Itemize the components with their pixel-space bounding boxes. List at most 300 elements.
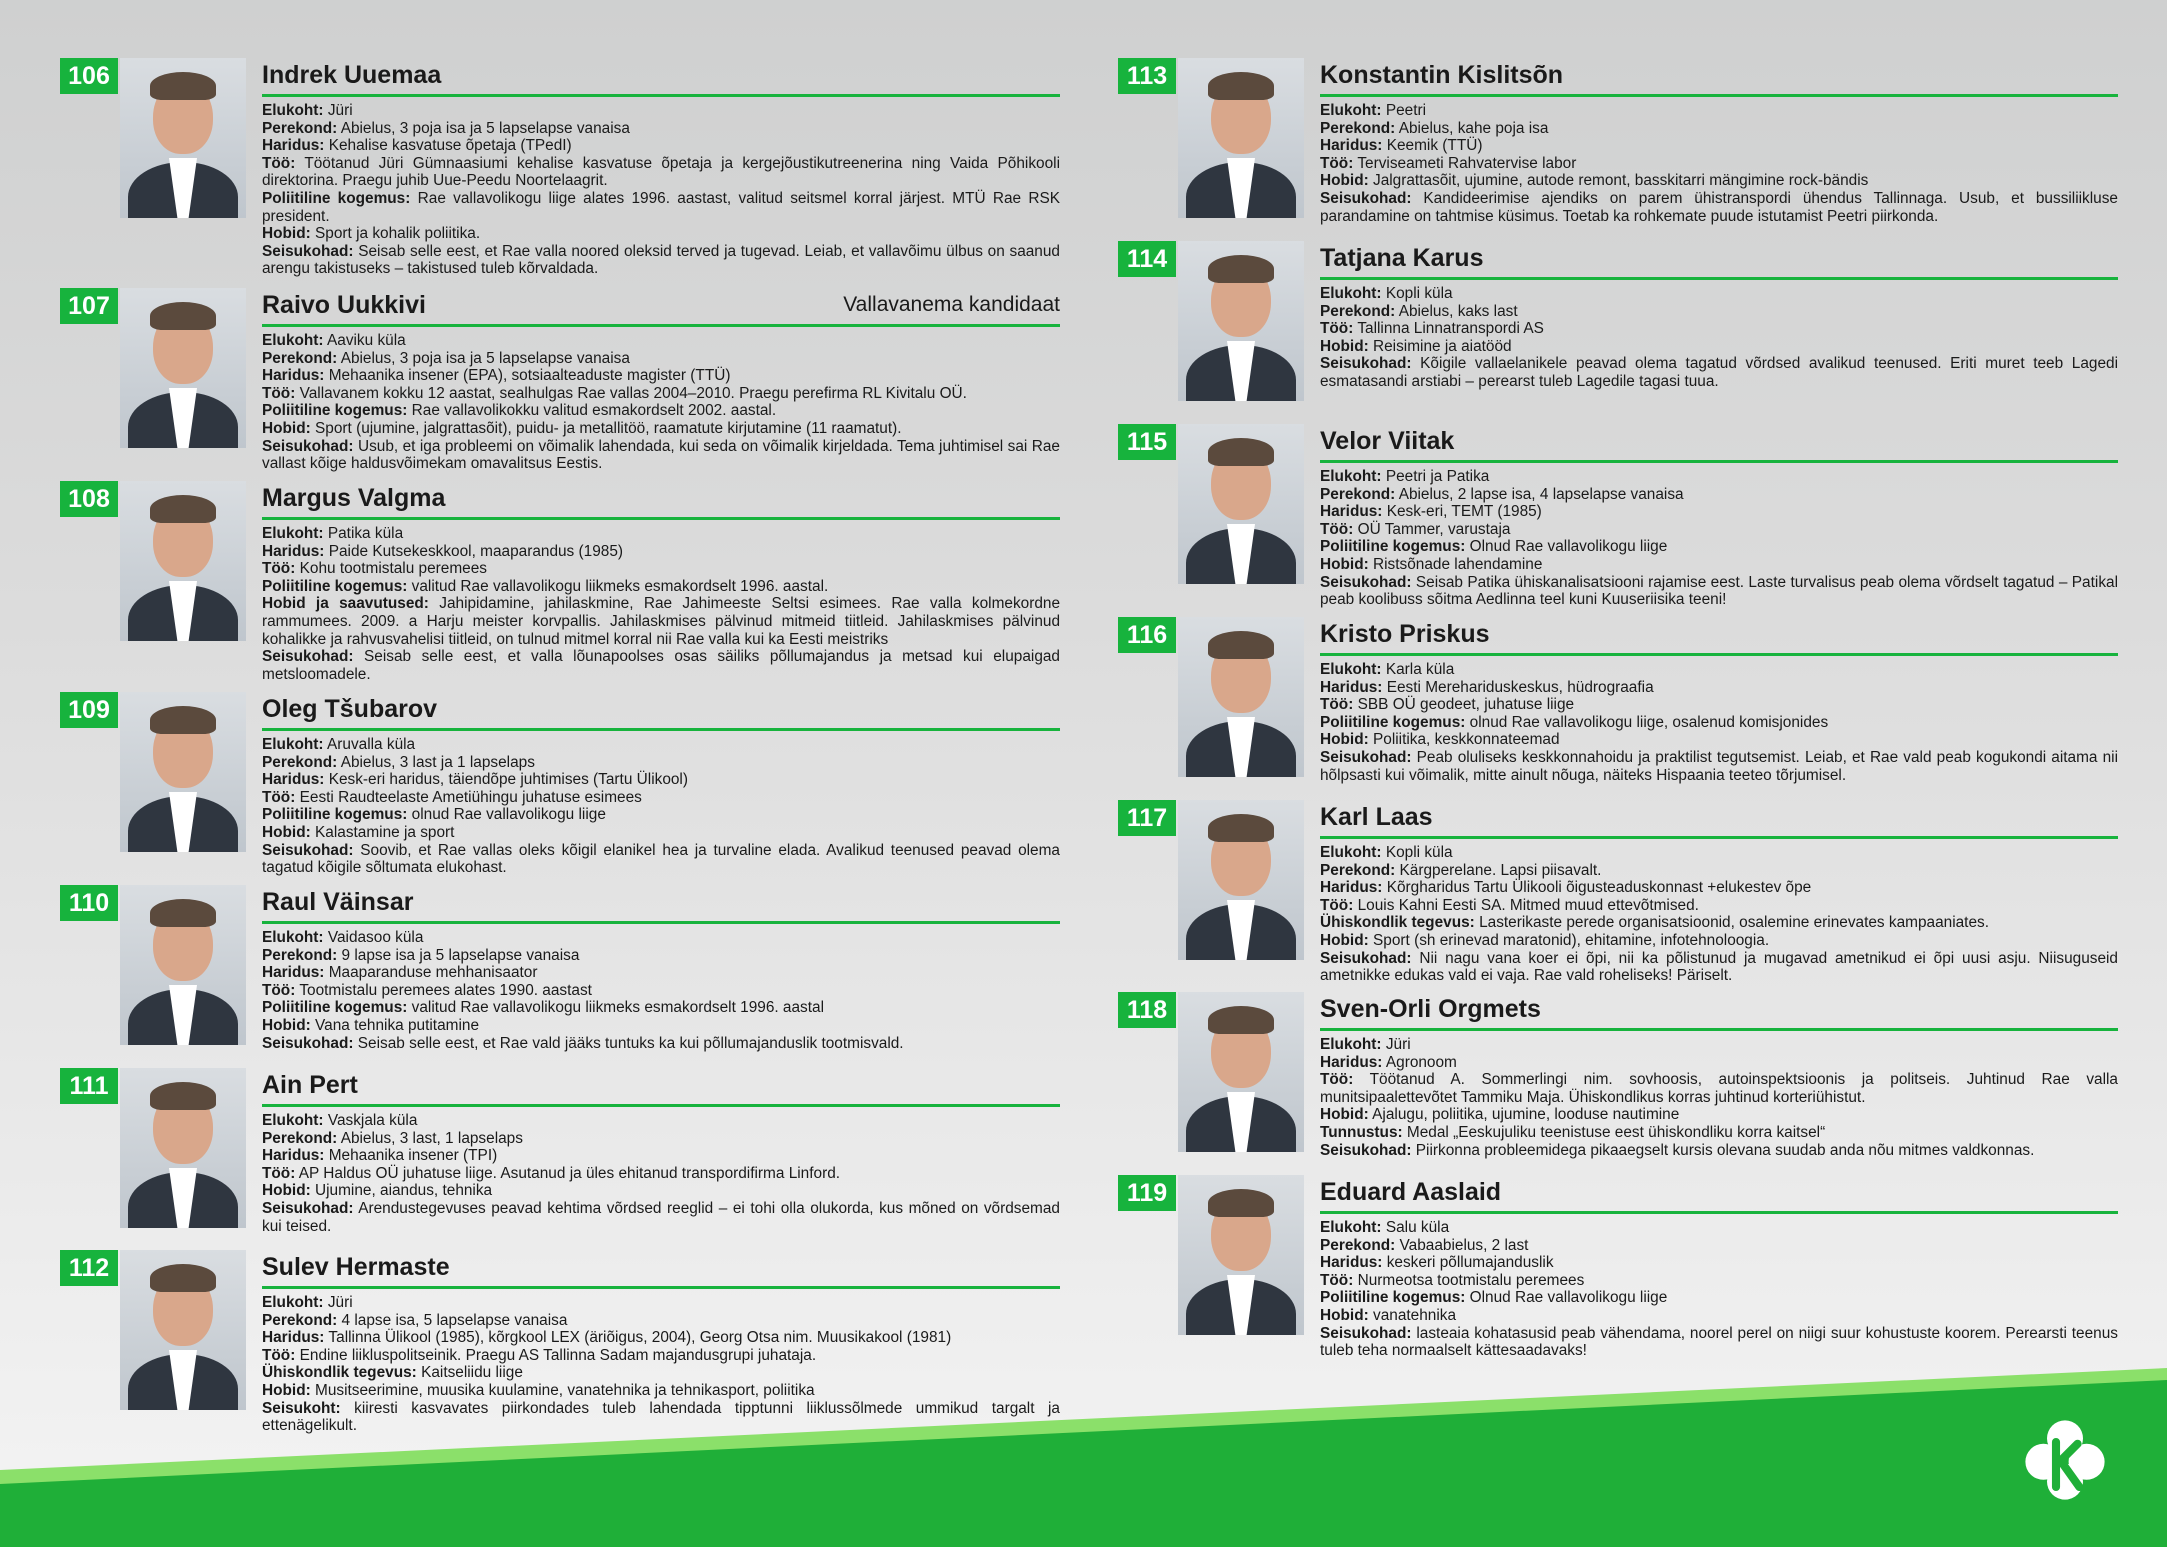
candidate-info xyxy=(1320,241,2118,391)
photo-hair-shape xyxy=(1208,814,1274,842)
detail-text: olnud Rae vallavolikogu liige xyxy=(407,806,606,824)
detail-text: Endine liikluspolitseinik. Praegu AS Tallinna Sadam majandusgrupi juhataja. xyxy=(295,1346,817,1364)
candidate-number-badge: 112 xyxy=(60,1250,118,1286)
detail-text: Olnud Rae vallavolikogu liige xyxy=(1465,1289,1668,1307)
candidate-photo xyxy=(1178,424,1304,584)
detail-line xyxy=(262,1364,1060,1382)
candidate-number-badge: 118 xyxy=(1118,992,1176,1028)
detail-text: Vaidasoo küla xyxy=(323,929,424,946)
detail-label: Haridus: xyxy=(1320,1053,1383,1071)
candidate-photo xyxy=(120,1068,246,1228)
detail-line xyxy=(262,1329,1060,1347)
detail-label: Elukoht: xyxy=(262,1112,324,1129)
detail-line xyxy=(262,543,1060,561)
candidate-info xyxy=(1320,800,2118,985)
detail-label: Haridus: xyxy=(262,1329,325,1347)
detail-label: Seisukohad: xyxy=(1320,573,1412,591)
detail-line xyxy=(1320,844,2118,862)
candidate-details xyxy=(262,1112,1060,1235)
detail-text: Mehaanika insener (EPA), sotsiaalteaduste magister (TTÜ) xyxy=(324,367,731,385)
detail-label: Haridus: xyxy=(1320,879,1383,897)
detail-text: Kopli küla xyxy=(1381,844,1453,861)
detail-text: Jüri xyxy=(1381,1036,1411,1053)
detail-text: Maaparanduse mehhanisaator xyxy=(324,964,538,982)
detail-text: valitud Rae vallavolikogu liikmeks esmakordselt 1996. aastal. xyxy=(407,577,829,595)
detail-label: Hobid: xyxy=(262,1016,311,1034)
detail-line xyxy=(262,789,1060,807)
detail-text: Musitseerimine, muusika kuulamine, vanatehnika ja tehnikasport, poliitika xyxy=(310,1381,815,1399)
detail-text: Terviseameti Rahvatervise labor xyxy=(1353,154,1577,172)
candidate-photo xyxy=(1178,1175,1304,1335)
candidate-number-badge: 115 xyxy=(1118,424,1176,460)
detail-label: Hobid: xyxy=(262,1182,311,1200)
detail-label: Töö: xyxy=(1320,696,1354,714)
detail-label: Haridus: xyxy=(1320,137,1383,155)
detail-label: Töö: xyxy=(1320,1071,1354,1089)
candidate-name: Sulev Hermaste xyxy=(262,1253,450,1281)
detail-line xyxy=(1320,1219,2118,1237)
detail-line xyxy=(262,190,1060,225)
candidate-name-row xyxy=(1320,1175,2118,1214)
photo-hair-shape xyxy=(150,495,216,523)
detail-line xyxy=(1320,696,2118,714)
detail-label: Töö: xyxy=(1320,320,1354,338)
detail-line xyxy=(1320,679,2118,697)
detail-label: Töö: xyxy=(1320,1271,1354,1289)
detail-label: Seisukohad: xyxy=(262,242,354,260)
detail-label: Haridus: xyxy=(262,367,325,385)
candidate-details xyxy=(262,929,1060,1052)
candidate-info xyxy=(1320,1175,2118,1360)
detail-line xyxy=(262,999,1060,1017)
detail-line xyxy=(262,367,1060,385)
detail-line xyxy=(1320,320,2118,338)
candidate-details xyxy=(1320,1036,2118,1159)
detail-line xyxy=(1320,749,2118,784)
detail-line xyxy=(262,1400,1060,1435)
detail-text: Kalastamine ja sport xyxy=(310,823,455,841)
detail-label: Elukoht: xyxy=(262,736,324,753)
photo-hair-shape xyxy=(150,72,216,100)
candidate-details xyxy=(1320,661,2118,784)
photo-hair-shape xyxy=(150,706,216,734)
detail-text: AP Haldus OÜ juhatuse liige. Asutanud ja üles ehitanud transpordifirma Linford. xyxy=(295,1164,841,1182)
detail-line xyxy=(1320,714,2118,732)
mayor-candidate-label: Vallavanema kandidaat xyxy=(843,293,1060,316)
photo-hair-shape xyxy=(1208,72,1274,100)
candidate-photo xyxy=(1178,617,1304,777)
detail-text: Kehalise kasvatuse õpetaja (TPedI) xyxy=(324,137,572,155)
photo-hair-shape xyxy=(1208,631,1274,659)
detail-label: Seisukoht: xyxy=(262,1399,341,1417)
detail-label: Hobid: xyxy=(1320,555,1369,573)
candidate-name: Ain Pert xyxy=(262,1071,358,1099)
detail-text: Seisab Patika ühiskanalisatsiooni rajamise eest. Laste turvalisus peab olema võrdselt tagatud – Patikal peab koolibuss sõitma Aedlinna teel kuni Kuuseriisika teeni! xyxy=(1320,573,2118,609)
detail-line xyxy=(1320,285,2118,303)
candidate-number-badge: 113 xyxy=(1118,58,1176,94)
detail-label: Elukoht: xyxy=(1320,1219,1382,1236)
detail-line xyxy=(262,137,1060,155)
candidate-name-row xyxy=(262,692,1060,731)
detail-text: lasteaia kohatasusid peab vähendama, noorel perel on niigi suur kohustuste koorem. Perearsti teenus tuleb teha normaalselt kättesaadavaks! xyxy=(1320,1324,2118,1360)
detail-line xyxy=(262,402,1060,420)
detail-line xyxy=(262,560,1060,578)
detail-label: Seisukohad: xyxy=(262,1034,354,1052)
detail-text: Paide Kutsekeskkool, maaparandus (1985) xyxy=(324,542,624,560)
detail-label: Tunnustus: xyxy=(1320,1123,1403,1141)
detail-line xyxy=(1320,556,2118,574)
detail-label: Hobid: xyxy=(1320,172,1369,190)
candidate-photo xyxy=(120,885,246,1045)
detail-label: Seisukohad: xyxy=(1320,1324,1412,1342)
detail-text: Jalgrattasõit, ujumine, autode remont, basskitarri mängimine rock-bändis xyxy=(1368,172,1869,190)
detail-label: Elukoht: xyxy=(1320,285,1382,302)
detail-label: Elukoht: xyxy=(1320,102,1382,119)
candidate-name-row xyxy=(1320,241,2118,280)
detail-text: vanatehnika xyxy=(1368,1306,1457,1324)
detail-line xyxy=(1320,120,2118,138)
detail-label: Töö: xyxy=(262,1346,296,1364)
detail-label: Perekond: xyxy=(262,119,338,137)
detail-label: Töö: xyxy=(262,981,296,999)
detail-line xyxy=(262,1294,1060,1312)
detail-label: Seisukohad: xyxy=(1320,949,1412,967)
detail-label: Seisukohad: xyxy=(1320,355,1412,373)
detail-line xyxy=(1320,468,2118,486)
detail-line xyxy=(262,806,1060,824)
detail-text: olnud Rae vallavolikogu liige, osalenud komisjonides xyxy=(1465,713,1829,731)
detail-label: Töö: xyxy=(1320,154,1354,172)
detail-text: Peetri ja Patika xyxy=(1381,468,1490,485)
candidate-number-badge: 108 xyxy=(60,481,118,517)
detail-line xyxy=(262,982,1060,1000)
detail-text: Olnud Rae vallavolikogu liige xyxy=(1465,538,1668,556)
candidate-photo xyxy=(120,481,246,641)
detail-text: Kõrgharidus Tartu Ülikooli õigusteaduskonnast +elukestev õpe xyxy=(1382,879,1812,897)
detail-label: Hobid: xyxy=(1320,731,1369,749)
candidate-details xyxy=(262,525,1060,683)
candidate-photo xyxy=(1178,992,1304,1152)
photo-hair-shape xyxy=(150,1082,216,1110)
detail-text: Karla küla xyxy=(1381,661,1455,678)
detail-line xyxy=(1320,1071,2118,1106)
detail-text: Töötanud Jüri Gümnaasiumi kehalise kasvatuse õpetaja ja kergejõustikutreenerina ning Vaida Põhikooli direktorina. Praegu juhib Uue-Peedu Noortelaagrit. xyxy=(262,154,1060,190)
detail-line xyxy=(262,1347,1060,1365)
detail-text: Louis Kahni Eesti SA. Mitmed muud ettevõtmised. xyxy=(1353,896,1699,914)
detail-line xyxy=(262,648,1060,683)
candidate-name-row xyxy=(1320,424,2118,463)
detail-label: Elukoht: xyxy=(262,525,324,542)
detail-line xyxy=(262,332,1060,350)
candidate-photo xyxy=(120,692,246,852)
candidate-details xyxy=(262,102,1060,278)
detail-line xyxy=(262,155,1060,190)
detail-line xyxy=(262,824,1060,842)
candidate-name-row xyxy=(262,1250,1060,1289)
detail-text: Ajalugu, poliitika, ujumine, looduse nautimine xyxy=(1368,1106,1680,1124)
detail-text: Vallavanem kokku 12 aastat, sealhulgas Rae vallas 2004–2010. Praegu perefirma RL Kivitalu OÜ. xyxy=(295,384,967,402)
detail-label: Poliitiline kogemus: xyxy=(1320,538,1466,556)
candidate-number-badge: 119 xyxy=(1118,1175,1176,1211)
detail-text: kiiresti kasvavates piirkondades tuleb lahendada tipptunni liiklussõlmede ummikud targalt ja ettenägelikult. xyxy=(262,1399,1060,1435)
detail-text: Kõigile vallaelanikele peavad olema tagatud võrdsed avalikud teenused. Eriti muret teeb Lagedi esmatasandi arstiabi – perearst tuleb Lagedile tagasi tuua. xyxy=(1320,355,2118,390)
detail-text: Kohu tootmistalu peremees xyxy=(295,560,487,578)
detail-text: Abielus, kahe poja isa xyxy=(1395,119,1549,137)
detail-label: Perekond: xyxy=(262,1129,338,1147)
candidate-name: Eduard Aaslaid xyxy=(1320,1178,1502,1206)
photo-hair-shape xyxy=(150,302,216,330)
detail-label: Töö: xyxy=(1320,520,1354,538)
candidate-info xyxy=(1320,992,2118,1159)
detail-text: Lasterikaste perede organisatsioonid, osalemine erinevates kampaaniates. xyxy=(1474,914,1989,932)
detail-text: Kärgperelane. Lapsi piisavalt. xyxy=(1395,861,1602,879)
detail-text: Arendustegevuses peavad kehtima võrdsed reeglid – ei tohi olla olukorda, kus mõned on võrdsemad kui teised. xyxy=(262,1199,1060,1235)
detail-text: Peab oluliseks keskkonnahoidu ja praktilist tegutsemist. Leiab, et Rae vald peab kogukondi aitama nii hõlpsasti kui võimalik, mitte ainult nõuga, näiteks Hispaania teeteo tõrjumisel. xyxy=(1320,748,2118,784)
detail-text: Tootmistalu peremees alates 1990. aastast xyxy=(295,981,592,999)
candidate-details xyxy=(262,332,1060,473)
detail-label: Haridus: xyxy=(1320,503,1383,521)
detail-line xyxy=(262,350,1060,368)
candidate-name: Karl Laas xyxy=(1320,803,1433,831)
detail-label: Hobid ja saavutused: xyxy=(262,595,429,613)
photo-hair-shape xyxy=(1208,1006,1274,1034)
detail-line xyxy=(1320,1036,2118,1054)
detail-label: Perekond: xyxy=(1320,119,1396,137)
candidate-number-badge: 116 xyxy=(1118,617,1176,653)
detail-text: Keemik (TTÜ) xyxy=(1382,137,1483,155)
candidate-number-badge: 117 xyxy=(1118,800,1176,836)
detail-text: Seisab selle eest, et Rae vald jääks tuntuks ka kui põllumajanduslik tootmisvald. xyxy=(353,1034,904,1052)
candidate-name-row xyxy=(1320,617,2118,656)
detail-line xyxy=(1320,1289,2118,1307)
candidate-info xyxy=(262,885,1060,1052)
detail-label: Töö: xyxy=(1320,896,1354,914)
detail-line xyxy=(1320,102,2118,120)
detail-label: Töö: xyxy=(262,1164,296,1182)
candidate-photo xyxy=(1178,800,1304,960)
detail-text: Aruvalla küla xyxy=(323,736,416,753)
candidate-name: Oleg Tšubarov xyxy=(262,695,438,723)
detail-text: Peetri xyxy=(1381,102,1427,119)
candidate-name: Margus Valgma xyxy=(262,484,446,512)
detail-line xyxy=(262,929,1060,947)
detail-line xyxy=(1320,1237,2118,1255)
detail-line xyxy=(262,120,1060,138)
detail-line xyxy=(262,102,1060,120)
detail-text: Reisimine ja aiatööd xyxy=(1368,337,1512,355)
detail-text: Poliitika, keskkonnateemad xyxy=(1368,731,1560,749)
detail-line xyxy=(1320,932,2118,950)
detail-line xyxy=(1320,1124,2118,1142)
candidate-details xyxy=(262,736,1060,877)
detail-line xyxy=(1320,190,2118,225)
detail-text: Kaitseliidu liige xyxy=(416,1364,523,1382)
candidate-details xyxy=(1320,102,2118,225)
detail-line xyxy=(1320,303,2118,321)
detail-label: Seisukohad: xyxy=(262,437,354,455)
detail-text: Töötanud A. Sommerlingi nim. sovhoosis, autoinspektsioonis ja politseis. Juhtinud Rae valla munitsipaalettevõtet Tammiku Maja. Ühiskondlikus korras juhtinud korteriühistut. xyxy=(1320,1071,2118,1106)
detail-line xyxy=(1320,486,2118,504)
detail-line xyxy=(262,964,1060,982)
candidate-details xyxy=(1320,285,2118,391)
candidate-details xyxy=(1320,844,2118,985)
candidate-info xyxy=(1320,58,2118,225)
detail-label: Poliitiline kogemus: xyxy=(262,577,408,595)
candidate-photo xyxy=(120,288,246,448)
photo-hair-shape xyxy=(150,899,216,927)
detail-line xyxy=(262,1035,1060,1053)
detail-label: Elukoht: xyxy=(1320,1036,1382,1053)
detail-text: Vana tehnika putitamine xyxy=(310,1016,480,1034)
detail-line xyxy=(262,1112,1060,1130)
detail-label: Perekond: xyxy=(1320,861,1396,879)
detail-line xyxy=(1320,914,2118,932)
detail-label: Poliitiline kogemus: xyxy=(1320,713,1466,731)
candidate-name: Kristo Priskus xyxy=(1320,620,1490,648)
detail-label: Hobid: xyxy=(1320,1106,1369,1124)
detail-text: Medal „Eeskujuliku teenistuse eest ühiskondliku korra kaitsel“ xyxy=(1402,1123,1826,1141)
detail-text: Eesti Raudteelaste Ametiühingu juhatuse esimees xyxy=(295,788,642,806)
candidate-number-badge: 110 xyxy=(60,885,118,921)
detail-label: Perekond: xyxy=(262,349,338,367)
detail-label: Elukoht: xyxy=(262,102,324,119)
detail-label: Elukoht: xyxy=(1320,661,1382,678)
photo-hair-shape xyxy=(1208,255,1274,283)
detail-text: 4 lapse isa, 5 lapselapse vanaisa xyxy=(337,1311,568,1329)
detail-line xyxy=(1320,355,2118,390)
detail-line xyxy=(1320,155,2118,173)
detail-text: Tallinna Ülikool (1985), kõrgkool LEX (äriõigus, 2004), Georg Otsa nim. Muusikakool (1981) xyxy=(324,1329,952,1347)
detail-label: Seisukohad: xyxy=(262,1199,354,1217)
detail-line xyxy=(1320,1054,2118,1072)
candidate-info xyxy=(262,481,1060,683)
detail-line xyxy=(1320,338,2118,356)
detail-label: Hobid: xyxy=(262,419,311,437)
candidate-info xyxy=(1320,617,2118,784)
detail-label: Elukoht: xyxy=(1320,468,1382,485)
detail-label: Haridus: xyxy=(262,542,325,560)
detail-label: Perekond: xyxy=(1320,302,1396,320)
detail-label: Töö: xyxy=(262,154,296,172)
detail-text: Abielus, kaks last xyxy=(1395,302,1518,320)
detail-line xyxy=(1320,862,2118,880)
detail-label: Poliitiline kogemus: xyxy=(262,806,408,824)
detail-text: Abielus, 3 last ja 1 lapselaps xyxy=(337,753,535,771)
candidate-photo xyxy=(120,1250,246,1410)
candidate-number-badge: 106 xyxy=(60,58,118,94)
detail-text: Rae vallavolikokku valitud esmakordselt 2002. aastal. xyxy=(407,402,777,420)
detail-text: Ujumine, aiandus, tehnika xyxy=(310,1182,493,1200)
detail-label: Hobid: xyxy=(262,823,311,841)
detail-text: keskeri põllumajanduslik xyxy=(1382,1254,1554,1272)
detail-line xyxy=(262,736,1060,754)
detail-line xyxy=(1320,950,2118,985)
candidate-info xyxy=(262,58,1060,278)
detail-label: Hobid: xyxy=(262,225,311,243)
detail-text: OÜ Tammer, varustaja xyxy=(1353,520,1511,538)
candidate-photo xyxy=(1178,241,1304,401)
candidate-name: Tatjana Karus xyxy=(1320,244,1484,272)
detail-line xyxy=(1320,1106,2118,1124)
detail-line xyxy=(1320,538,2118,556)
detail-line xyxy=(1320,521,2118,539)
detail-text: Abielus, 2 lapse isa, 4 lapselapse vanaisa xyxy=(1395,485,1684,503)
detail-text: Abielus, 3 poja isa ja 5 lapselapse vanaisa xyxy=(337,349,630,367)
candidate-info xyxy=(262,1068,1060,1235)
detail-label: Poliitiline kogemus: xyxy=(1320,1289,1466,1307)
detail-label: Ühiskondlik tegevus: xyxy=(1320,914,1475,932)
detail-text: Jüri xyxy=(323,102,353,119)
detail-label: Perekond: xyxy=(262,1311,338,1329)
detail-line xyxy=(262,771,1060,789)
photo-hair-shape xyxy=(1208,438,1274,466)
candidate-name-row xyxy=(262,58,1060,97)
detail-text: Seisab selle eest, et valla lõunapoolses osas säiliks põllumajandus ja metsad kui elupaigad metsloomadele. xyxy=(262,648,1060,683)
detail-line xyxy=(262,1200,1060,1235)
candidate-name: Sven-Orli Orgmets xyxy=(1320,995,1541,1023)
detail-line xyxy=(1320,1307,2118,1325)
detail-label: Haridus: xyxy=(262,771,325,789)
detail-text: Kesk-eri haridus, täiendõpe juhtimises (Tartu Ülikool) xyxy=(324,771,688,789)
detail-text: Salu küla xyxy=(1381,1219,1450,1236)
detail-line xyxy=(262,1017,1060,1035)
detail-text: Nurmeotsa tootmistalu peremees xyxy=(1353,1271,1585,1289)
detail-line xyxy=(1320,731,2118,749)
detail-text: Abielus, 3 poja isa ja 5 lapselapse vanaisa xyxy=(337,119,630,137)
detail-label: Haridus: xyxy=(262,1147,325,1165)
candidate-name: Raivo Uukkivi xyxy=(262,291,426,319)
detail-line xyxy=(1320,172,2118,190)
detail-line xyxy=(262,1165,1060,1183)
detail-text: valitud Rae vallavolikogu liikmeks esmakordselt 1996. aastal xyxy=(407,999,824,1017)
candidate-name-row xyxy=(262,288,1060,327)
detail-label: Haridus: xyxy=(262,137,325,155)
candidate-number-badge: 109 xyxy=(60,692,118,728)
detail-text: Kopli küla xyxy=(1381,285,1453,302)
candidate-name-row xyxy=(262,885,1060,924)
detail-text: Soovib, et Rae vallas oleks kõigil elanikel hea ja turvaline elada. Avalikud teenused peavad olema tagatud kõigile sõltumata elukohast. xyxy=(262,841,1060,877)
candidate-name: Indrek Uuemaa xyxy=(262,61,442,89)
detail-label: Hobid: xyxy=(1320,1306,1369,1324)
detail-label: Haridus: xyxy=(1320,1254,1383,1272)
detail-line xyxy=(1320,897,2118,915)
detail-label: Haridus: xyxy=(1320,678,1383,696)
detail-text: Nii nagu vana koer ei õpi, nii ka põlistunud ja mugavad ametnikud ei õpi uusi asju. Niisuguseid ametnikke edukas vald ei vaja. Rae vald roheliseks! Päriselt. xyxy=(1320,949,2118,985)
detail-label: Elukoht: xyxy=(262,332,324,349)
detail-label: Perekond: xyxy=(1320,485,1396,503)
detail-label: Poliitiline kogemus: xyxy=(262,402,408,420)
candidate-info xyxy=(1320,424,2118,609)
detail-text: Rae vallavolikogu liige alates 1996. aastast, valitud seitsmel korral järjest. MTÜ Rae RSK president. xyxy=(262,189,1060,225)
detail-line xyxy=(262,1182,1060,1200)
candidate-number-badge: 107 xyxy=(60,288,118,324)
candidate-name: Konstantin Kislitsõn xyxy=(1320,61,1564,89)
photo-hair-shape xyxy=(1208,1189,1274,1217)
detail-label: Seisukohad: xyxy=(1320,189,1412,207)
detail-line xyxy=(262,525,1060,543)
detail-label: Seisukohad: xyxy=(1320,1141,1412,1159)
detail-text: Aaviku küla xyxy=(323,332,406,349)
detail-line xyxy=(262,385,1060,403)
candidate-number-badge: 114 xyxy=(1118,241,1176,277)
candidate-name: Raul Väinsar xyxy=(262,888,414,916)
detail-text: Vaskjala küla xyxy=(323,1112,418,1129)
detail-label: Töö: xyxy=(262,560,296,578)
detail-label: Seisukohad: xyxy=(262,841,354,859)
detail-line xyxy=(1320,1254,2118,1272)
detail-line xyxy=(262,578,1060,596)
detail-text: Vabaabielus, 2 last xyxy=(1395,1236,1529,1254)
